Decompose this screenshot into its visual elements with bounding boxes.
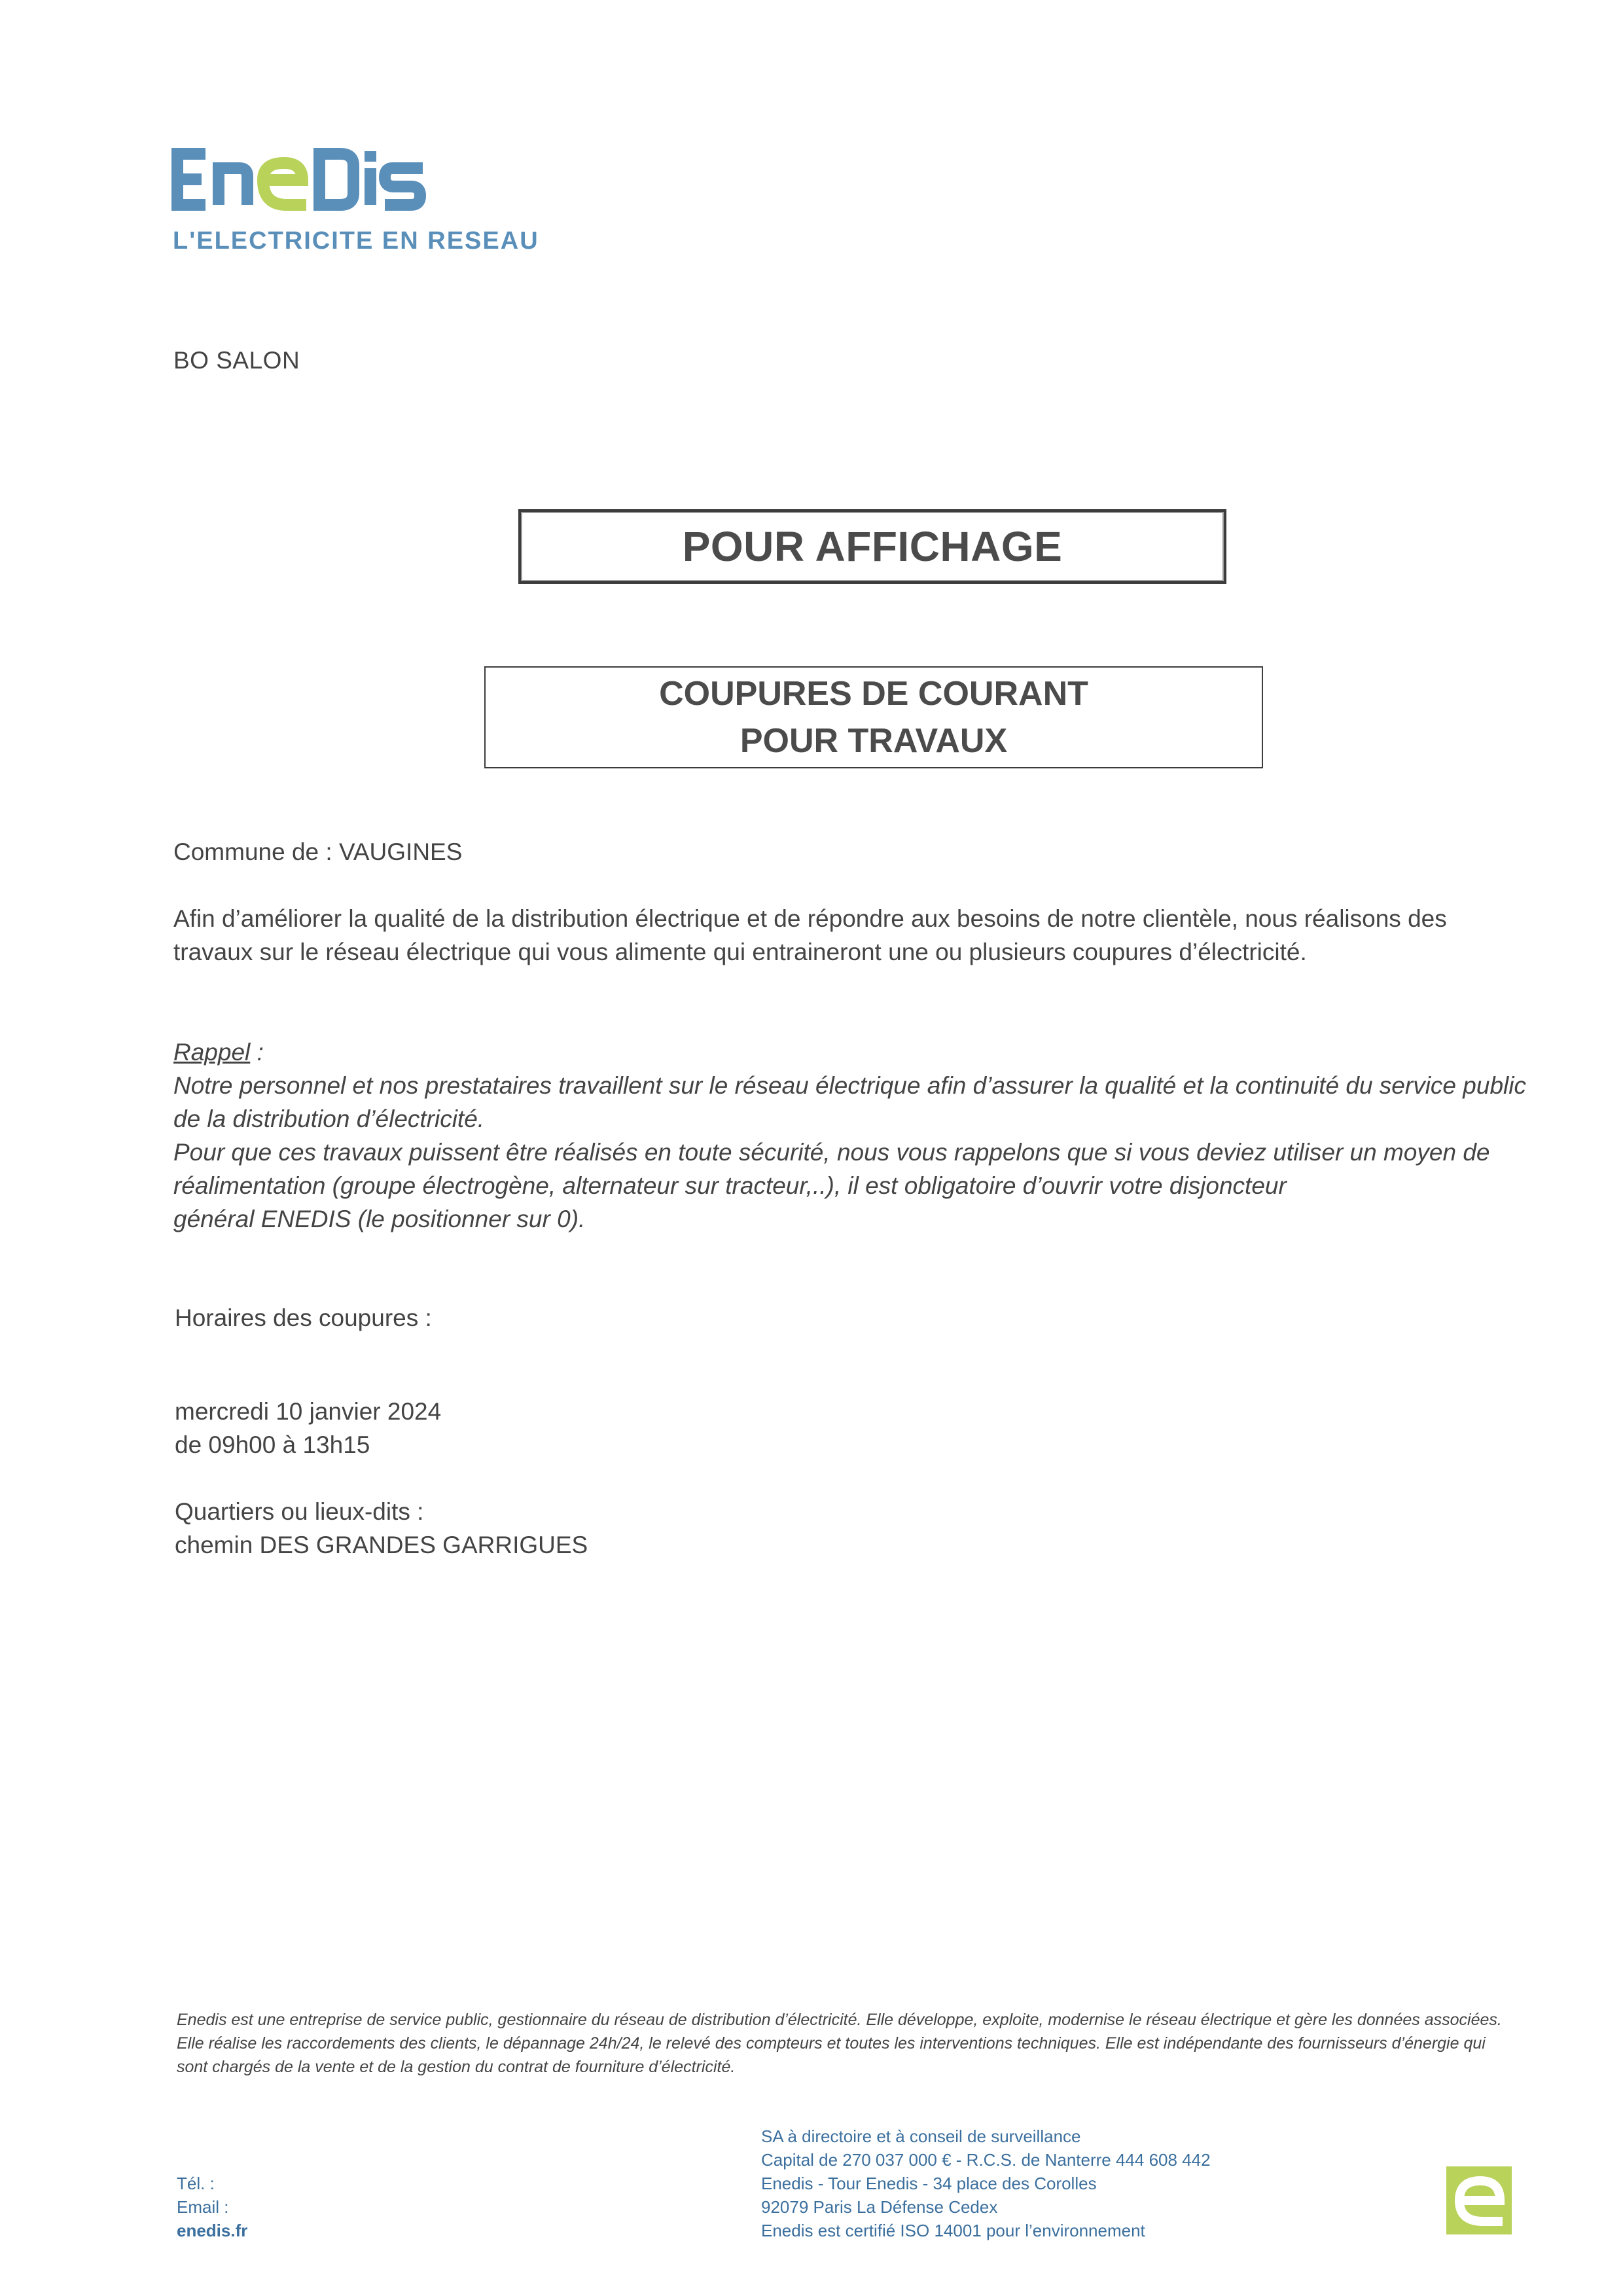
- reminder-line-2: Pour que ces travaux puissent être réalisés en toute sécurité, nous vous rappelons que si vous deviez utiliser un moyen de réalimentation (groupe électrogène, alternateur sur tracteur,..), il est obligatoire d’ouvrir votre disjoncteur: [173, 1139, 1490, 1199]
- company-info-line: SA à directoire et à conseil de surveillance: [761, 2126, 1081, 2146]
- company-info-line: Enedis - Tour Enedis - 34 place des Corolles: [761, 2174, 1097, 2193]
- company-info-line: Capital de 270 037 000 € - R.C.S. de Nanterre 444 608 442: [761, 2150, 1211, 2170]
- places-value: chemin DES GRANDES GARRIGUES: [175, 1532, 588, 1558]
- company-info-line: 92079 Paris La Défense Cedex: [761, 2197, 998, 2217]
- footer-email: Email :: [177, 2197, 229, 2217]
- reminder-line-1: Notre personnel et nos prestataires travaillent sur le réseau électrique afin d’assurer la qualité et la continuité du service public de la distribution d’électricité.: [173, 1072, 1526, 1132]
- enedis-logo: [171, 141, 539, 265]
- subject-line-2: POUR TRAVAUX: [740, 722, 1008, 760]
- notice-title-box: [518, 509, 1226, 584]
- company-info-line: Enedis est certifié ISO 14001 pour l’environnement: [761, 2221, 1145, 2240]
- commune: Commune de : VAUGINES: [173, 838, 463, 865]
- notice-title: POUR AFFICHAGE: [682, 523, 1063, 570]
- reminder-block: [173, 1035, 1528, 1236]
- places-label: Quartiers ou lieux-dits :: [175, 1498, 424, 1525]
- footer-disclaimer: Enedis est une entreprise de service public, gestionnaire du réseau de distribution d’électricité. Elle développe, exploite, modernise le réseau électrique et gère les données associées. Elle réalise les raccordements des clients, le dépannage 24h/24, le relevé des compteurs et toutes les interventions techniques. Elle est indépendante des fournisseurs d’énergie qui sont chargés de la vente et de la gestion du contrat de fourniture d’électricité.: [177, 2011, 1502, 2076]
- schedule-date: mercredi 10 janvier 2024: [175, 1398, 442, 1425]
- footer-tel: Tél. :: [177, 2174, 215, 2193]
- intro-paragraph: Afin d’améliorer la qualité de la distribution électrique et de répondre aux besoins de notre clientèle, nous réalisons des travaux sur le réseau électrique qui vous alimente qui entraineront une ou plusieurs coupures d’électricité.: [173, 905, 1447, 965]
- sender-reference: BO SALON: [173, 347, 300, 374]
- schedule-time: de 09h00 à 13h15: [175, 1431, 370, 1458]
- footer-website-link[interactable]: enedis.fr: [177, 2221, 248, 2240]
- reminder-colon: :: [250, 1039, 264, 1066]
- logo-tagline: L'ELECTRICITE EN RESEAU: [173, 227, 539, 255]
- reminder-line-3: général ENEDIS (le positionner sur 0).: [173, 1206, 586, 1232]
- subject-line-1: COUPURES DE COURANT: [659, 675, 1088, 713]
- reminder-label: Rappel: [173, 1039, 251, 1066]
- subject-box: [484, 666, 1263, 768]
- company-info: [761, 2125, 1211, 2242]
- enedis-e-icon: [1440, 2160, 1518, 2241]
- schedule-heading: Horaires des coupures :: [175, 1304, 432, 1331]
